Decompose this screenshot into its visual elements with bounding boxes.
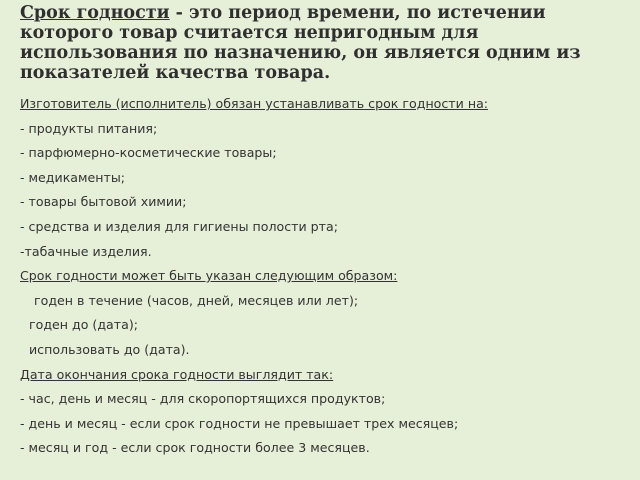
title-term: Срок годности xyxy=(20,3,170,23)
list-item: - товары бытовой химии; xyxy=(20,194,187,210)
slide-content xyxy=(20,94,630,463)
list-item: - час, день и месяц - для скоропортящихся продуктов; xyxy=(20,391,386,407)
list-item: - медикаменты; xyxy=(20,169,126,185)
list-item: - продукты питания; xyxy=(20,120,158,136)
list-item: -табачные изделия. xyxy=(20,243,152,259)
section-heading-format xyxy=(20,266,630,291)
list-item: - день и месяц - если срок годности не превышает трех месяцев; xyxy=(20,415,459,431)
list-item: - парфюмерно-косметические товары; xyxy=(20,145,277,161)
section-heading-expiry-date xyxy=(20,365,630,390)
list-item: годен до (дата); xyxy=(29,317,138,333)
section-heading-text: Изготовитель (исполнитель) обязан устанавливать срок годности на: xyxy=(20,96,489,111)
list-item: использовать до (дата). xyxy=(29,341,190,357)
list-item: - средства и изделия для гигиены полости рта; xyxy=(20,218,338,234)
section-heading-text: Срок годности может быть указан следующим образом: xyxy=(20,268,398,284)
list-item: - месяц и год - если срок годности более 3 месяцев. xyxy=(20,440,370,456)
list-item: годен в течение (часов, дней, месяцев или лет); xyxy=(34,292,359,308)
section-heading-manufacturer xyxy=(20,94,630,119)
slide-title xyxy=(20,3,625,83)
section-heading-text: Дата окончания срока годности выглядит так: xyxy=(20,366,334,382)
title-definition: - это период времени, по истечении которого товар считается непригодным для использования по назначению, он является одним из показателей качества товара. xyxy=(20,3,581,83)
